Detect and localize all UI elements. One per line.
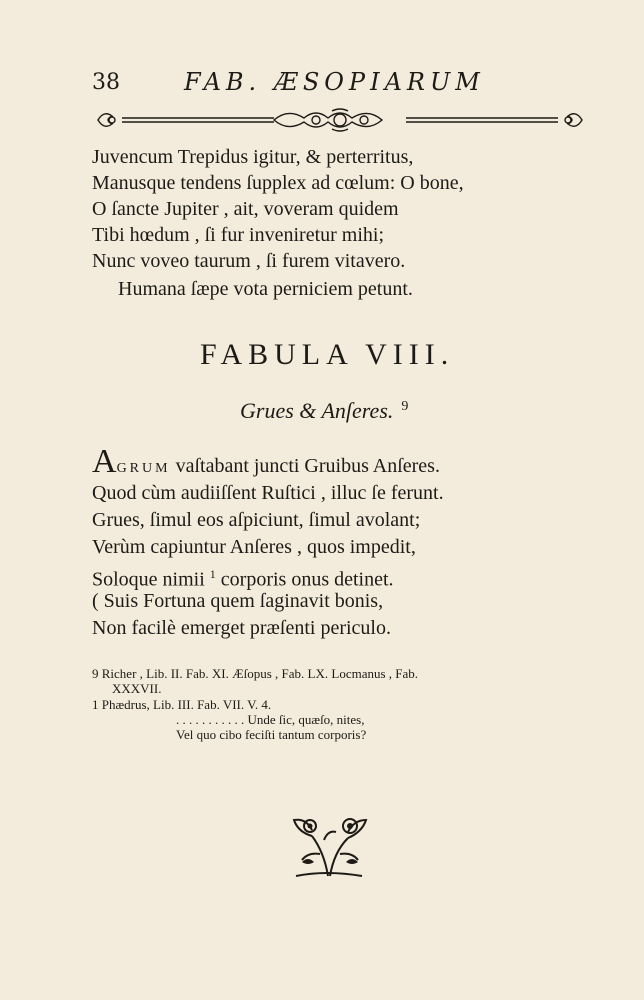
verse-line: Juvencum Trepidus igitur, & perterritus,	[92, 146, 414, 168]
footnote-line: 1 Phædrus, Lib. III. Fab. VII. V. 4.	[92, 697, 272, 712]
fable-subtitle	[240, 398, 408, 424]
footnote-marker: 9	[401, 398, 409, 414]
verse-line: O ſancte Jupiter , ait, voveram quidem	[92, 198, 399, 220]
verse-line: Grues, ſimul eos aſpiciunt, ſimul avolant;	[92, 509, 421, 531]
verse-line: Nunc voveo taurum , ſi furem vitavero.	[92, 250, 406, 272]
footnote-line: 9 Richer , Lib. II. Fab. XI. Æſopus , Fab. LX. Locmanus , Fab.	[92, 666, 419, 681]
fable-subtitle-text: Grues & Anſeres.	[240, 398, 394, 423]
verse-line: Humana ſæpe vota perniciem petunt.	[118, 278, 413, 300]
verse-line: Verùm capiuntur Anſeres , quos impedit,	[92, 536, 416, 558]
verse-line: Quod cùm audiiſſent Ruſtici , illuc ſe ferunt.	[92, 482, 444, 504]
verse-text: corporis onus detinet.	[220, 568, 394, 591]
verse-line: Manusque tendens ſupplex ad cœlum: O bone,	[92, 172, 464, 194]
verse-line: ( Suis Fortuna quem ſaginavit bonis,	[92, 590, 384, 612]
footnote-line: XXXVII.	[112, 681, 162, 696]
verse-line: Non facilè emerget præſenti periculo.	[92, 617, 391, 639]
footnote-line: . . . . . . . . . . . Unde ſic, quæſo, nites,	[176, 712, 365, 727]
footnote-marker: 1	[209, 567, 216, 581]
floral-vignette-icon	[284, 810, 374, 882]
footnote-line: Vel quo cibo feciſti tantum corporis?	[176, 727, 367, 742]
fable-title: FABULA VIII.	[200, 338, 455, 371]
verse-line: Tibi hœdum , ſi fur inveniretur mihi;	[92, 224, 385, 246]
running-header	[92, 68, 592, 102]
verse-line-rest: vaſtabant juncti Gruibus Anſeres.	[175, 455, 440, 477]
verse-line-first	[92, 443, 572, 482]
small-caps-word: GRUM	[116, 461, 171, 476]
running-title: FAB. ÆSOPIARUM	[184, 68, 485, 96]
drop-capital: A	[92, 443, 117, 480]
verse-text: Soloque nimii	[92, 568, 205, 591]
decorative-rule	[92, 105, 588, 135]
page-number: 38	[92, 70, 120, 95]
